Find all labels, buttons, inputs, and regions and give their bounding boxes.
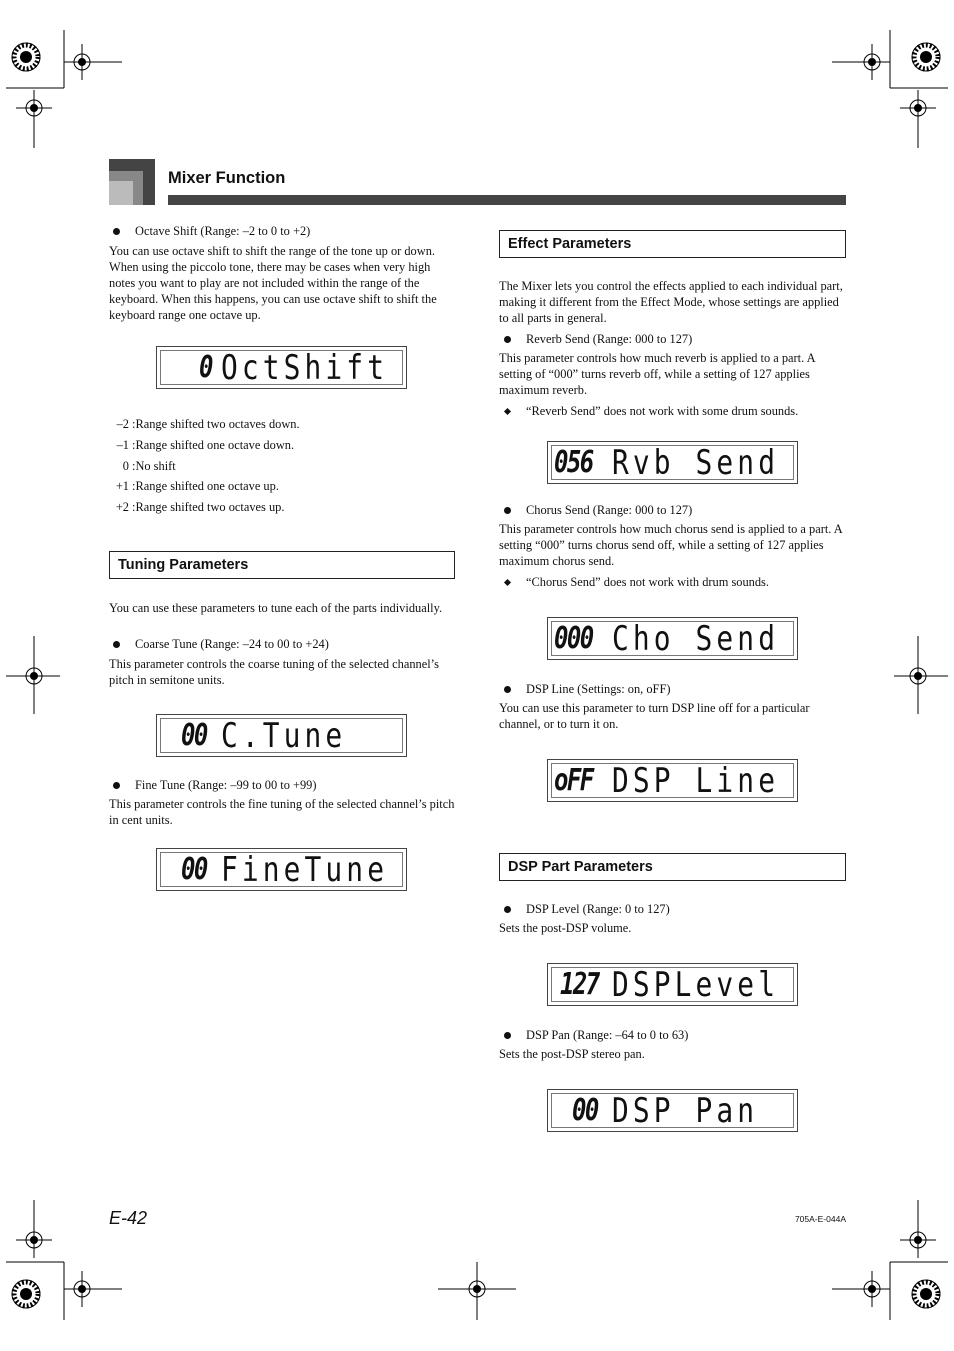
page-title: Mixer Function — [168, 169, 286, 187]
lcd-label: Cho Send — [612, 619, 780, 659]
fine-tune-body: This parameter controls the fine tuning of the selected channel’s pitch in cent units. — [109, 797, 455, 827]
chorus-send-body: This parameter controls how much chorus send is applied to a part. A setting “000” turns chorus send off, while a setting of 127 applies maximum chorus send. — [499, 522, 843, 568]
fine-tune-bullet: Fine Tune (Range: –99 to 00 to +99) — [113, 777, 453, 793]
chorus-send-bullet: Chorus Send (Range: 000 to 127) — [504, 502, 844, 518]
reverb-send-note: “Reverb Send” does not work with some drum sounds. — [504, 403, 844, 419]
lcd-label: DSPLevel — [612, 965, 780, 1005]
lcd-label: Rvb Send — [612, 443, 780, 483]
lcd-label: FineTune — [221, 850, 389, 890]
lcd-octave-shift — [156, 346, 407, 389]
octave-range-list — [105, 416, 455, 520]
reverb-send-bullet: Reverb Send (Range: 000 to 127) — [504, 331, 844, 347]
reverb-send-body: This parameter controls how much reverb is applied to a part. A setting of “000” turns reverb off, while a setting of 127 applies maximum reverb. — [499, 351, 815, 397]
lcd-reverb-send — [547, 441, 798, 484]
effect-intro: The Mixer lets you control the effects applied to each individual part, making it different from the Effect Mode, whose settings are applied to all parts in general. — [499, 279, 843, 325]
dsp-level-body: Sets the post-DSP volume. — [499, 921, 632, 935]
lcd-label: C.Tune — [221, 716, 347, 756]
lcd-value: 00 — [572, 1093, 598, 1128]
range-row: +2 :Range shifted two octaves up. — [115, 500, 285, 514]
lcd-value: oFF — [554, 763, 593, 798]
lcd-fine-tune — [156, 848, 407, 891]
coarse-tune-bullet: Coarse Tune (Range: –24 to 00 to +24) — [113, 636, 453, 652]
dsp-level-bullet: DSP Level (Range: 0 to 127) — [504, 901, 844, 917]
coarse-tune-body: This parameter controls the coarse tuning of the selected channel’s pitch in semitone units. — [109, 657, 439, 687]
lcd-dsp-pan — [547, 1089, 798, 1132]
tuning-parameters-heading: Tuning Parameters — [109, 551, 455, 579]
tuning-intro: You can use these parameters to tune each of the parts individually. — [109, 601, 443, 615]
lcd-dsp-line — [547, 759, 798, 802]
range-row: 0 :No shift — [122, 459, 176, 473]
range-row: +1 :Range shifted one octave up. — [115, 479, 279, 493]
lcd-chorus-send — [547, 617, 798, 660]
effect-parameters-heading: Effect Parameters — [499, 230, 846, 258]
header-graphic — [109, 159, 155, 205]
lcd-value: 00 — [181, 718, 207, 753]
lcd-value: 127 — [560, 967, 599, 1002]
octave-shift-body: You can use octave shift to shift the range of the tone up or down. When using the piccolo tone, there may be cases when very high notes you want to play are not included within the range of the keyboard. When this happens, you can use octave shift to shift the keyboard range one octave up. — [109, 244, 437, 322]
lcd-label: DSP Pan — [612, 1091, 759, 1131]
dsp-pan-bullet: DSP Pan (Range: –64 to 0 to 63) — [504, 1027, 844, 1043]
range-row: –1 :Range shifted one octave down. — [116, 438, 295, 452]
dsp-pan-body: Sets the post-DSP stereo pan. — [499, 1047, 645, 1061]
dsp-line-bullet: DSP Line (Settings: on, oFF) — [504, 681, 844, 697]
lcd-dsp-level — [547, 963, 798, 1006]
document-code: 705A-E-044A — [794, 1214, 846, 1224]
lcd-value: 056 — [554, 445, 593, 480]
lcd-coarse-tune — [156, 714, 407, 757]
lcd-value: 000 — [554, 621, 593, 656]
page-number: E-42 — [109, 1208, 148, 1228]
lcd-label: DSP Line — [612, 761, 780, 801]
octave-shift-bullet: Octave Shift (Range: –2 to 0 to +2) — [113, 223, 453, 239]
chorus-send-note: “Chorus Send” does not work with drum sounds. — [504, 574, 844, 590]
range-row: –2 :Range shifted two octaves down. — [116, 417, 300, 431]
dsp-line-body: You can use this parameter to turn DSP line off for a particular channel, or to turn it on. — [499, 701, 810, 731]
dsp-part-parameters-heading: DSP Part Parameters — [499, 853, 846, 881]
lcd-label: OctShift — [221, 348, 389, 388]
header-rule — [168, 195, 846, 205]
lcd-value: 00 — [181, 852, 207, 887]
lcd-value: 0 — [199, 350, 212, 385]
